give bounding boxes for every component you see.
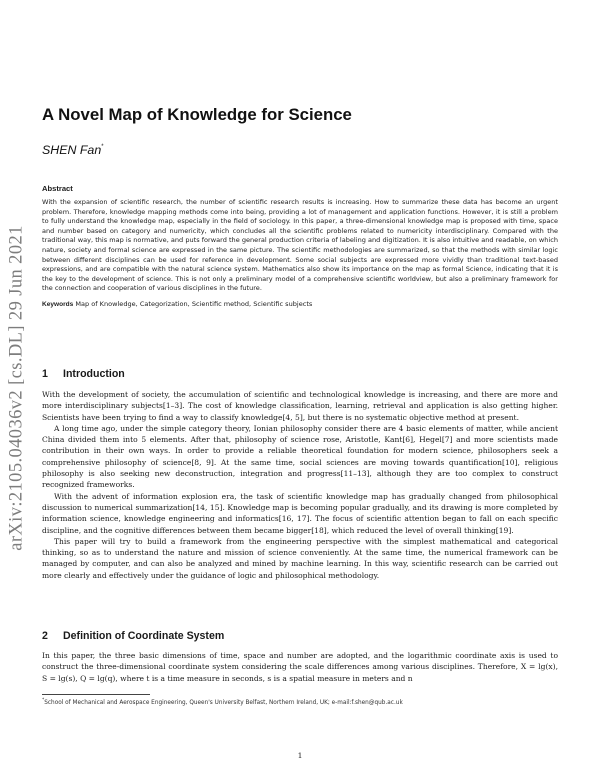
- abstract-heading: Abstract: [42, 184, 73, 193]
- keywords-label: Keywords: [42, 301, 74, 308]
- section-heading-introduction: [42, 368, 125, 380]
- arxiv-identifier: arXiv:2105.04036v2 [cs.DL] 29 Jun 2021: [6, 224, 27, 551]
- coordinate-system-body: [42, 650, 558, 684]
- section-number: 2: [42, 630, 48, 642]
- introduction-paragraph-2: A long time ago, under the simple category theory, Ionian philosophy consider there are 4 basic elements of matter, while ancient China divided them into 5 elements. After that, philosophy of science rose, Aristotle, Kant[6], Hegel[7] and more scientists made contribution in their own ways. In order to provide a reliable theoretical foundation for modern science, philosophers seek a comprehensive philosophy of science[8, 9]. At the same time, social sciences are moving towards quantification[10], religious philosophy is also seeking new deconstruction, integration and progress[11–13], although they are too complex to construct recognized frameworks.: [42, 423, 558, 490]
- arxiv-sidebar-stamp: [4, 205, 30, 570]
- introduction-paragraph-4: This paper will try to build a framework from the engineering perspective with the simplest mathematical and categorical thinking, so as to understand the nature and mission of science conveniently. At the same time, the numerical framework can be managed by computer, and can also be analyzed and mined by machine learning. In this way, scientific research can be carried out more clearly and effectively under the guidance of logic and philosophical methodology.: [42, 536, 558, 580]
- introduction-paragraph-3: With the advent of information explosion era, the task of scientific knowledge map has gradually changed from philosophical discussion to numerical summarization[14, 15]. Knowledge map is becoming popular gradually, and its drawing is more completed by information science, knowledge engineering and informatics[16, 17]. The focus of scientific attention began to fall on each specific discipline, and the cognitive differences between them became bigger[18], which reduced the level of overall thinking[19].: [42, 491, 558, 535]
- coordinate-system-paragraph-1: In this paper, the three basic dimensions of time, space and number are adopted, and the logarithmic coordinate axis is used to construct the three-dimensional coordinate system considering the scale differences among various disciplines. Therefore, X = lg(x), S = lg(s), Q = lg(q), where t is a time measure in seconds, s is a spatial measure in meters and n: [42, 651, 558, 683]
- author-footnote-marker: *: [101, 143, 104, 150]
- section-title: Introduction: [63, 368, 125, 380]
- page-number: 1: [297, 751, 303, 760]
- keywords-line: [42, 300, 558, 310]
- author-line: [42, 143, 104, 157]
- section-number: 1: [42, 368, 48, 380]
- introduction-body: [42, 389, 558, 581]
- author-name: SHEN Fan: [42, 143, 102, 157]
- paper-title: A Novel Map of Knowledge for Science: [42, 105, 352, 124]
- author-affiliation-footnote: [42, 697, 558, 707]
- section-title: Definition of Coordinate System: [63, 630, 225, 642]
- footnote-divider: [42, 694, 150, 695]
- footnote-text: School of Mechanical and Aerospace Engineering, Queen's University Belfast, Northern Ireland, UK; e-mail:f.shen@qub.ac.uk: [44, 699, 403, 706]
- footnote-marker: *: [42, 698, 45, 703]
- section-heading-coordinate-system: [42, 630, 224, 642]
- abstract-text: With the expansion of scientific research, the number of scientific research results is increasing. How to summarize these data has become an urgent problem. Therefore, knowledge mapping methods come into being, providing a lot of management and application functions. However, it is still a problem to fully understand the knowledge map, especially in the field of sociology. In this paper, a three-dimensional knowledge map is proposed with time, space and number based on category and numericity, which concludes all the scientific problems related to numericity interdisciplinary. Compared with the traditional way, this map is normative, and puts forward the general production criteria of labeling and digitization. It is also intuitive and readable, on which nature, society and formal science are expressed in the same picture. The scientific methodologies are summarized, so that the methods with similar logic between different disciplines can be used for reference in development. Some social subjects are expressed more vividly than traditional text-based expressions, and are compatible with the natural science system. Mathematics also show its importance on the map as formal Science, indicating that it is the key to the development of science. This is not only a preliminary model of a comprehensive scientific worldview, but also a preliminary framework for the connection and cooperation of various disciplines in the future.: [42, 198, 558, 293]
- introduction-paragraph-1: With the development of society, the accumulation of scientific and technological knowledge is increasing, and there are more and more interdisciplinary subjects[1–3]. The cost of knowledge classification, learning, retrieval and application is also getting higher. Scientists have been trying to find a way to classify knowledge[4, 5], but there is no systematic objective method at present.: [42, 390, 558, 422]
- keywords-list: Map of Knowledge, Categorization, Scientific method, Scientific subjects: [75, 300, 313, 308]
